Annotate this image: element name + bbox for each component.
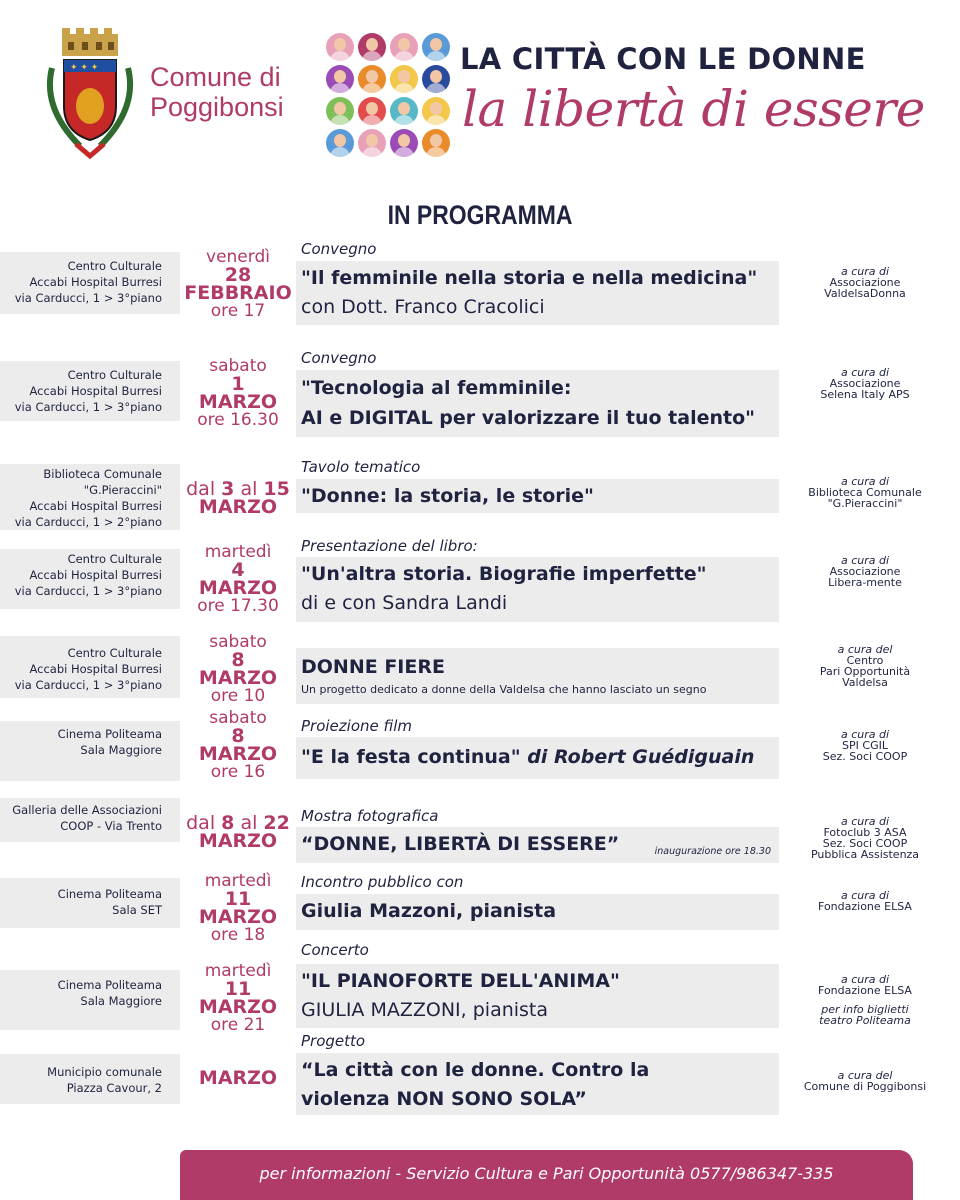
event-date <box>180 1069 296 1087</box>
event-organizer <box>790 644 940 688</box>
event-title: DONNE FIERE <box>301 656 445 678</box>
organizer-line: Associazione <box>829 565 901 578</box>
organizer-label: a cura di <box>840 728 890 741</box>
date-weekday: martedì <box>204 961 272 981</box>
campaign-subtitle: la libertà di essere <box>462 80 925 138</box>
event-title: "Un'altra storia. Biografie imperfette" <box>301 563 707 585</box>
event-title-box <box>296 827 779 863</box>
date-time: ore 17 <box>210 301 266 321</box>
event-organizer <box>790 476 940 509</box>
event-date <box>180 872 296 944</box>
film-title: "E la festa continua" <box>301 746 521 768</box>
location-line: Cinema Politeama <box>57 887 162 901</box>
organizer-label: a cura del <box>837 643 893 656</box>
woman-face-icon <box>422 33 450 61</box>
location-line: Cinema Politeama <box>57 978 162 992</box>
location-line: Accabi Hospital Burresi <box>29 568 162 582</box>
event-organizer <box>790 974 940 1026</box>
event-category: Convegno <box>301 349 377 367</box>
event-category: Incontro pubblico con <box>301 873 464 891</box>
event-date <box>180 709 296 781</box>
organizer-line: Biblioteca Comunale <box>808 486 922 499</box>
municipality-line1: Comune di <box>150 62 281 92</box>
organizer-line: Libera-mente <box>828 576 902 589</box>
date-month: MARZO <box>198 743 278 765</box>
event-title-box <box>296 964 779 1028</box>
range-mid: al <box>240 478 258 500</box>
organizer-line: Selena Italy APS <box>820 388 910 401</box>
organizer-line: Pari Opportunità <box>819 665 911 678</box>
date-weekday: martedì <box>204 871 272 891</box>
organizer-line: Sez. Soci COOP <box>822 750 908 763</box>
event-date <box>180 814 296 850</box>
range-from: 3 <box>221 478 235 500</box>
event-location <box>0 636 180 698</box>
ticket-info <box>790 1004 940 1026</box>
event-date <box>180 480 296 516</box>
event-date <box>180 248 296 320</box>
date-time: ore 17.30 <box>197 596 279 616</box>
woman-face-icon <box>390 97 418 125</box>
woman-face-icon <box>358 33 386 61</box>
event-location <box>0 361 180 421</box>
event-date <box>180 543 296 615</box>
organizer-label: a cura di <box>840 475 890 488</box>
woman-face-icon <box>422 97 450 125</box>
location-line: Sala Maggiore <box>80 743 162 757</box>
woman-face-icon <box>358 65 386 93</box>
organizer-line: Pubblica Assistenza <box>810 848 920 861</box>
woman-face-icon <box>422 65 450 93</box>
woman-face-icon <box>326 97 354 125</box>
event-location <box>0 970 180 1030</box>
organizer-line: Associazione <box>829 276 901 289</box>
campaign-title: LA CITTÀ CON LE DONNE <box>460 42 866 76</box>
event-location <box>0 878 180 928</box>
date-month: MARZO <box>198 906 278 928</box>
woman-face-icon <box>326 129 354 157</box>
organizer-label: a cura di <box>840 889 890 902</box>
date-month: MARZO <box>198 577 278 599</box>
event-title: “DONNE, LIBERTÀ DI ESSERE” <box>301 833 620 855</box>
woman-face-icon <box>326 65 354 93</box>
event-subtitle: Un progetto dedicato a donne della Valdelsa che hanno lasciato un segno <box>301 683 707 696</box>
location-line: Cinema Politeama <box>57 727 162 741</box>
event-subtitle: di e con Sandra Landi <box>301 592 508 614</box>
location-line: Accabi Hospital Burresi <box>29 662 162 676</box>
event-title-box <box>296 894 779 930</box>
range-mid: al <box>240 812 258 834</box>
event-title-box <box>296 648 779 704</box>
event-title-box <box>296 1053 779 1115</box>
event-location <box>0 549 180 609</box>
organizer-line: Associazione <box>829 377 901 390</box>
event-organizer <box>790 890 940 912</box>
woman-face-icon <box>390 129 418 157</box>
event-location <box>0 1054 180 1104</box>
woman-face-icon <box>390 33 418 61</box>
date-weekday: sabato <box>209 356 267 376</box>
location-line: Centro Culturale <box>67 552 162 566</box>
range-to: 15 <box>263 478 290 500</box>
organizer-line: "G.Pieraccini" <box>827 497 903 510</box>
date-month: MARZO <box>198 496 278 518</box>
woman-face-icon <box>326 33 354 61</box>
event-organizer <box>790 266 940 299</box>
location-line: Centro Culturale <box>67 259 162 273</box>
event-title: "Tecnologia al femminile: <box>301 377 572 399</box>
date-day: 28 <box>224 264 252 286</box>
organizer-label: a cura di <box>840 554 890 567</box>
svg-text:✦ ✦ ✦: ✦ ✦ ✦ <box>70 63 99 73</box>
event-organizer <box>790 555 940 588</box>
ticket-info-line: per info biglietti <box>821 1003 909 1016</box>
film-director: di Robert Guédiguain <box>527 746 755 768</box>
date-time: ore 18 <box>210 925 266 945</box>
location-line: Centro Culturale <box>67 368 162 382</box>
info-footer-text: per informazioni - Servizio Cultura e Pari Opportunità 0577/986347-335 <box>259 1164 834 1183</box>
event-title: “La città con le donne. Contro la <box>301 1059 650 1081</box>
date-time: ore 16.30 <box>197 410 279 430</box>
event-date <box>180 633 296 705</box>
organizer-line: Sez. Soci COOP <box>822 837 908 850</box>
event-title-box <box>296 737 779 779</box>
event-title-box <box>296 261 779 325</box>
location-line: Centro Culturale <box>67 646 162 660</box>
organizer-label: a cura del <box>837 1069 893 1082</box>
event-title <box>301 743 773 772</box>
woman-face-icon <box>422 129 450 157</box>
date-month: MARZO <box>198 830 278 852</box>
location-line: Sala Maggiore <box>80 994 162 1008</box>
event-subtitle: GIULIA MAZZONI, pianista <box>301 999 549 1021</box>
range-pre: dal <box>186 812 216 834</box>
organizer-line: Fotoclub 3 ASA <box>823 826 907 839</box>
date-month: MARZO <box>198 667 278 689</box>
date-day: 8 <box>231 649 245 671</box>
organizer-line: Centro <box>846 654 884 667</box>
location-line: Galleria delle Associazioni <box>12 803 162 817</box>
date-month: MARZO <box>198 391 278 413</box>
municipality-name <box>150 62 284 122</box>
date-day: 11 <box>224 978 252 1000</box>
woman-face-icon <box>358 129 386 157</box>
date-month: MARZO <box>198 996 278 1018</box>
organizer-label: a cura di <box>840 973 890 986</box>
event-organizer <box>790 1070 940 1092</box>
organizer-line: Valdelsa <box>842 676 888 689</box>
location-line: Biblioteca Comunale <box>43 467 162 481</box>
date-day: 8 <box>231 725 245 747</box>
event-category: Presentazione del libro: <box>301 537 478 555</box>
organizer-label: a cura di <box>840 815 890 828</box>
date-time: ore 10 <box>210 686 266 706</box>
event-title: "Il femminile nella storia e nella medicina" <box>301 267 758 289</box>
location-line: via Carducci, 1 > 2°piano <box>14 515 162 529</box>
event-date <box>180 962 296 1034</box>
section-title: IN PROGRAMMA <box>387 200 573 230</box>
event-title: "Donne: la storia, le storie" <box>301 485 594 507</box>
location-line: COOP - Via Trento <box>60 819 162 833</box>
ticket-info-line: teatro Politeama <box>819 1014 911 1027</box>
location-line: Accabi Hospital Burresi <box>29 384 162 398</box>
range-from: 8 <box>221 812 235 834</box>
date-month: MARZO <box>198 1067 278 1089</box>
inauguration-note: inaugurazione ore 18.30 <box>654 846 771 857</box>
municipality-line2: Poggibonsi <box>150 92 284 122</box>
date-month: FEBBRAIO <box>184 282 292 304</box>
date-day: 4 <box>231 559 245 581</box>
event-title: violenza NON SONO SOLA” <box>301 1088 587 1110</box>
location-line: Piazza Cavour, 2 <box>66 1081 162 1095</box>
women-faces-logo <box>326 33 450 157</box>
event-title: Giulia Mazzoni, pianista <box>301 900 557 922</box>
event-organizer <box>790 367 940 400</box>
event-subtitle: con Dott. Franco Cracolici <box>301 296 545 318</box>
event-organizer <box>790 729 940 762</box>
event-location <box>0 464 180 530</box>
location-line: via Carducci, 1 > 3°piano <box>14 584 162 598</box>
organizer-label: a cura di <box>840 265 890 278</box>
organizer-line: ValdelsaDonna <box>824 287 906 300</box>
event-title-box <box>296 370 779 437</box>
event-category: Proiezione film <box>301 717 412 735</box>
date-day: 11 <box>224 888 252 910</box>
organizer-label: a cura di <box>840 366 890 379</box>
location-line: via Carducci, 1 > 3°piano <box>14 291 162 305</box>
event-category: Mostra fotografica <box>301 807 439 825</box>
event-category: Progetto <box>301 1032 366 1050</box>
location-line: via Carducci, 1 > 3°piano <box>14 400 162 414</box>
event-date <box>180 357 296 429</box>
event-location <box>0 252 180 314</box>
date-weekday: sabato <box>209 632 267 652</box>
woman-face-icon <box>390 65 418 93</box>
organizer-line: SPI CGIL <box>842 739 888 752</box>
info-footer <box>180 1150 913 1200</box>
range-to: 22 <box>263 812 290 834</box>
organizer-line: Comune di Poggibonsi <box>803 1080 927 1093</box>
location-line: Accabi Hospital Burresi <box>29 499 162 513</box>
date-weekday: venerdì <box>206 247 270 267</box>
organizer-line: Fondazione ELSA <box>818 984 912 997</box>
event-title-box <box>296 479 779 513</box>
coat-of-arms <box>40 28 140 163</box>
woman-face-icon <box>358 97 386 125</box>
event-category: Concerto <box>301 941 369 959</box>
event-title: AI e DIGITAL per valorizzare il tuo talento" <box>301 407 756 429</box>
date-time: ore 16 <box>210 762 266 782</box>
event-category: Convegno <box>301 240 377 258</box>
organizer-line: Fondazione ELSA <box>818 900 912 913</box>
event-title-box <box>296 557 779 622</box>
date-weekday: martedì <box>204 542 272 562</box>
event-location <box>0 798 180 842</box>
location-line: Sala SET <box>112 903 162 917</box>
event-category: Tavolo tematico <box>301 458 421 476</box>
location-line: Accabi Hospital Burresi <box>29 275 162 289</box>
location-line: Municipio comunale <box>47 1065 162 1079</box>
date-time: ore 21 <box>210 1015 266 1035</box>
event-title: "IL PIANOFORTE DELL'ANIMA" <box>301 970 620 992</box>
location-line: "G.Pieraccini" <box>83 483 162 497</box>
date-day: 1 <box>231 373 245 395</box>
location-line: via Carducci, 1 > 3°piano <box>14 678 162 692</box>
range-pre: dal <box>186 478 216 500</box>
date-weekday: sabato <box>209 708 267 728</box>
event-location <box>0 721 180 781</box>
event-organizer <box>790 816 940 860</box>
